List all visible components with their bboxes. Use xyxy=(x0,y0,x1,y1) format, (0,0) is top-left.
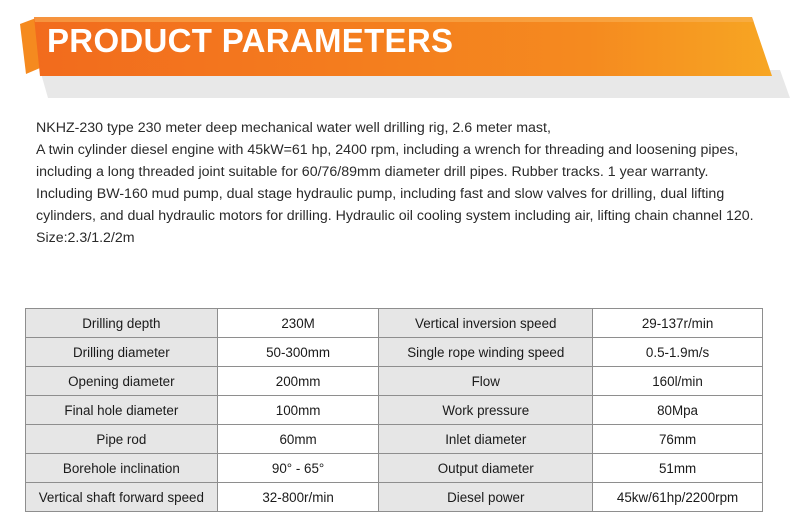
description-paragraph: A twin cylinder diesel engine with 45kW=61 hp, 2400 rpm, including a wrench for threading and loosening pipes, including a long threaded joint suitable for 60/76/89mm diameter drill pipes. Rubber tracks. 1 year warranty. Including BW-160 mud pump, dual stage hydraulic pump, including fast and slow valves for drilling, dual lifting cylinders, and dual hydraulic motors for drilling. Hydraulic oil cooling system including air, lifting chain channel 120. xyxy=(36,142,754,224)
product-description xyxy=(36,117,756,249)
description-size: Size:2.3/1.2/2m xyxy=(36,230,135,246)
param-value: 0.5-1.9m/s xyxy=(593,338,763,367)
param-label: Diesel power xyxy=(379,483,593,512)
param-label: Pipe rod xyxy=(26,425,218,454)
param-value: 160l/min xyxy=(593,367,763,396)
param-label: Final hole diameter xyxy=(26,396,218,425)
param-label: Borehole inclination xyxy=(26,454,218,483)
param-label: Single rope winding speed xyxy=(379,338,593,367)
param-label: Vertical shaft forward speed xyxy=(26,483,218,512)
param-label: Vertical inversion speed xyxy=(379,309,593,338)
param-value: 29-137r/min xyxy=(593,309,763,338)
param-label: Inlet diameter xyxy=(379,425,593,454)
table-row xyxy=(26,338,763,367)
param-value: 50-300mm xyxy=(217,338,379,367)
param-value: 32-800r/min xyxy=(217,483,379,512)
param-label: Work pressure xyxy=(379,396,593,425)
param-value: 60mm xyxy=(217,425,379,454)
param-label: Output diameter xyxy=(379,454,593,483)
table-row xyxy=(26,396,763,425)
param-label: Flow xyxy=(379,367,593,396)
parameters-table-body xyxy=(26,309,763,512)
param-value: 80Mpa xyxy=(593,396,763,425)
table-row xyxy=(26,425,763,454)
param-label: Opening diameter xyxy=(26,367,218,396)
table-row xyxy=(26,309,763,338)
param-value: 230M xyxy=(217,309,379,338)
param-value: 45kw/61hp/2200rpm xyxy=(593,483,763,512)
param-value: 200mm xyxy=(217,367,379,396)
table-row xyxy=(26,454,763,483)
parameters-table xyxy=(25,308,763,512)
description-line: NKHZ-230 type 230 meter deep mechanical water well drilling rig, 2.6 meter mast, xyxy=(36,120,551,136)
page-title: PRODUCT PARAMETERS xyxy=(47,22,454,59)
param-label: Drilling diameter xyxy=(26,338,218,367)
table-row xyxy=(26,483,763,512)
table-row xyxy=(26,367,763,396)
param-value: 51mm xyxy=(593,454,763,483)
param-value: 90° - 65° xyxy=(217,454,379,483)
param-value: 76mm xyxy=(593,425,763,454)
param-label: Drilling depth xyxy=(26,309,218,338)
section-banner xyxy=(0,0,790,110)
param-value: 100mm xyxy=(217,396,379,425)
